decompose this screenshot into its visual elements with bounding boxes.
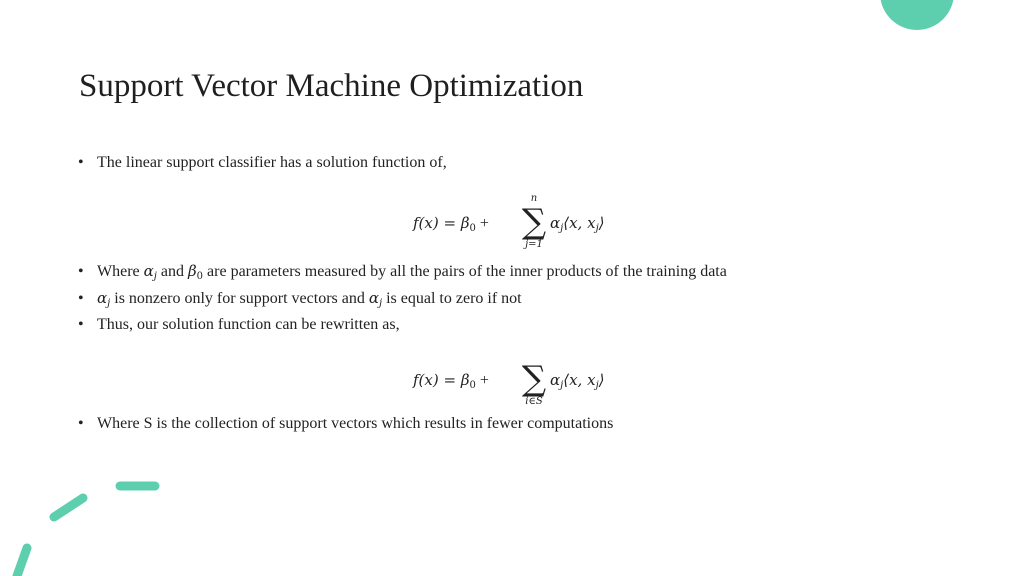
bullet-solution-function: • The linear support classifier has a solution function of, xyxy=(78,154,447,171)
bullet-support-vectors: • Where S is the collection of support vectors which results in fewer computations xyxy=(78,415,614,432)
equation-2-rhs: $\alpha_j⟨x$, $x_j⟩$ xyxy=(550,371,605,391)
dash-decoration-3 xyxy=(17,548,27,576)
bullet-nonzero: • $\alpha_j$ is nonzero only for support vectors and $\alpha_j$ is equal to zero if not xyxy=(78,289,522,309)
equation-1-rhs: $\alpha_j⟨x$, $x_j⟩$ xyxy=(550,214,605,234)
top-right-circle-decoration xyxy=(880,0,954,30)
bullet-text: The linear support classifier has a solution function of, xyxy=(97,154,447,171)
equation-1-summation: n ∑ j=1 xyxy=(521,193,547,250)
equation-2-lhs: $f(x) = \beta_0$ + xyxy=(413,371,489,391)
dash-decoration-2 xyxy=(54,498,83,517)
slide-title: Support Vector Machine Optimization xyxy=(79,68,584,104)
bullet-parameters: • Where $\alpha_j$ and $\beta_0$ are parameters measured by all the pairs of the inner products of the training data xyxy=(78,262,727,282)
equation-2-summation: ∑ i∈S xyxy=(521,359,547,407)
equation-1-lhs: $f(x) = \beta_0$ + xyxy=(413,214,489,234)
bullet-rewritten: • Thus, our solution function can be rewritten as, xyxy=(78,316,400,333)
